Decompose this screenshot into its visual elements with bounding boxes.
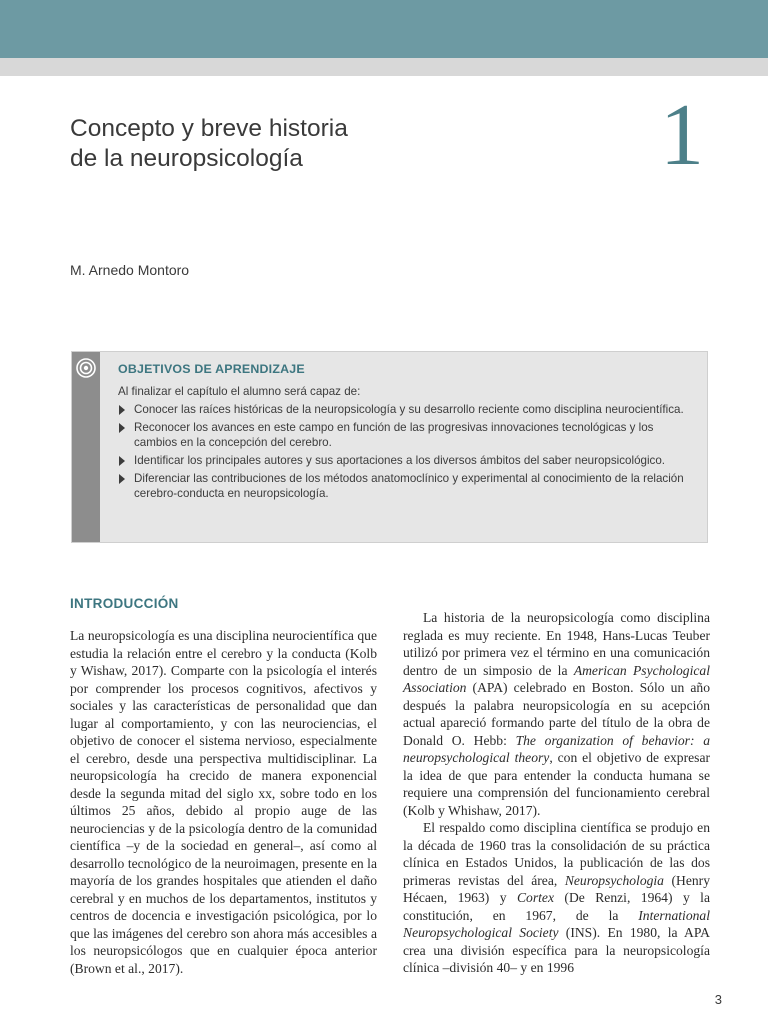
bullet-icon [119, 423, 125, 433]
italic-text-run: American Psychological Association [403, 662, 710, 695]
body-column-right [403, 609, 710, 977]
objective-text: Reconocer los avances en este campo en función de las progresivas innovaciones tecnológicas y los cambios en la concepción del cerebro. [134, 420, 654, 450]
objective-text: Conocer las raíces históricas de la neuropsicología y su desarrollo reciente como disciplina neurocientífica. [134, 403, 684, 417]
objective-item [118, 453, 691, 469]
chapter-number: 1 [660, 87, 704, 184]
text-run: (INS). En 1980, la APA crea una división específica para la neuropsicología clínica –división 40– y en 1996 [403, 925, 710, 975]
text-run: (De Renzi, 1964) y la constitución, en 1967, de la [403, 890, 710, 923]
objective-item [118, 471, 691, 502]
target-icon [75, 357, 97, 379]
objectives-intro: Al finalizar el capítulo el alumno será capaz de: [118, 384, 361, 398]
objective-text: Diferenciar las contribuciones de los métodos anatomoclínico y experimental al conocimiento de la relación cerebro-conducta en neuropsicología. [134, 471, 684, 501]
text-run: , con el objetivo de expresar la idea de que para entender la conducta humana se requiere una comprensión del funcionamiento cerebral (Kolb y Whishaw, 2017). [403, 750, 710, 818]
bullet-icon [119, 405, 125, 415]
body-column-left [70, 627, 377, 977]
learning-objectives-box [71, 351, 708, 543]
objective-item [118, 420, 691, 451]
history-paragraph-1 [403, 609, 710, 819]
intro-paragraph: La neuropsicología es una disciplina neurocientífica que estudia la relación entre el cerebro y la conducta (Kolb y Wishaw, 2017). Comparte con la psicología el interés por comprender los procesos cognitivos, afectivos y sociales y las características de personalidad que dan lugar al comportamiento, y con las neurociencias, el objetivo de conocer el sistema nervioso, especialmente el cerebro, desde una perspectiva multidisciplinar. La neuropsicología ha crecido de manera exponencial desde la segunda mitad del siglo xx, sobre todo en los últimos 25 años, debido al propio auge de las neurociencias y de la psicología dentro de la comunidad científica –y de la sociedad en general–, así como al desarrollo tecnológico de la neuroimagen, presente en la mayoría de los grandes hospitales que atienden el daño cerebral y en muchos de los departamentos, institutos y centros de docencia e investigación psicológica, por lo que las imágenes del cerebro son ahora más accesibles a los neuropsicólogos que en cualquier época anterior (Brown et al., 2017). [70, 628, 377, 976]
chapter-title-line-2: de la neuropsicología [70, 145, 303, 172]
objectives-heading: OBJETIVOS DE APRENDIZAJE [118, 362, 305, 376]
history-paragraph-2 [403, 819, 710, 977]
italic-text-run: Cortex [516, 890, 554, 905]
text-run: (Henry Hécaen, 1963) y [403, 872, 711, 905]
page-number: 3 [714, 992, 722, 1007]
chapter-title [70, 114, 550, 174]
italic-text-run: International Neuropsychological Society [403, 907, 710, 940]
header-band-shade [0, 58, 768, 76]
objectives-content [118, 362, 691, 504]
chapter-author: M. Arnedo Montoro [70, 262, 190, 278]
text-run: El respaldo como disciplina científica se produjo en la década de 1960 tras la consolidación de su práctica clínica en Estados Unidos, la publicación de las dos primeras revistas del área, [403, 820, 710, 888]
italic-text-run: The organization of behavior: a neuropsychological theory [403, 732, 710, 765]
text-run: La historia de la neuropsicología como disciplina reglada es muy reciente. En 1948, Hans-Lucas Teuber utilizó por primera vez el término en una comunicación dentro de un simposio de la [403, 610, 710, 678]
objectives-list [118, 402, 691, 502]
text-run: (APA) celebrado en Boston. Sólo un año después la palabra neuropsicología en su acepción actual apareció formando parte del título de la obra de Donald O. Hebb: [403, 680, 710, 748]
objectives-sidebar [72, 352, 100, 542]
chapter-title-line-1: Concepto y breve historia [70, 115, 348, 142]
objective-text: Identificar los principales autores y sus aportaciones a los diversos ámbitos del saber neuropsicológico. [134, 453, 666, 467]
objective-item [118, 402, 691, 418]
section-heading-introduccion: INTRODUCCIÓN [70, 596, 179, 611]
italic-text-run: Neuropsychologia [564, 872, 664, 888]
bullet-icon [119, 456, 125, 466]
header-band [0, 0, 768, 58]
bullet-icon [119, 474, 125, 484]
